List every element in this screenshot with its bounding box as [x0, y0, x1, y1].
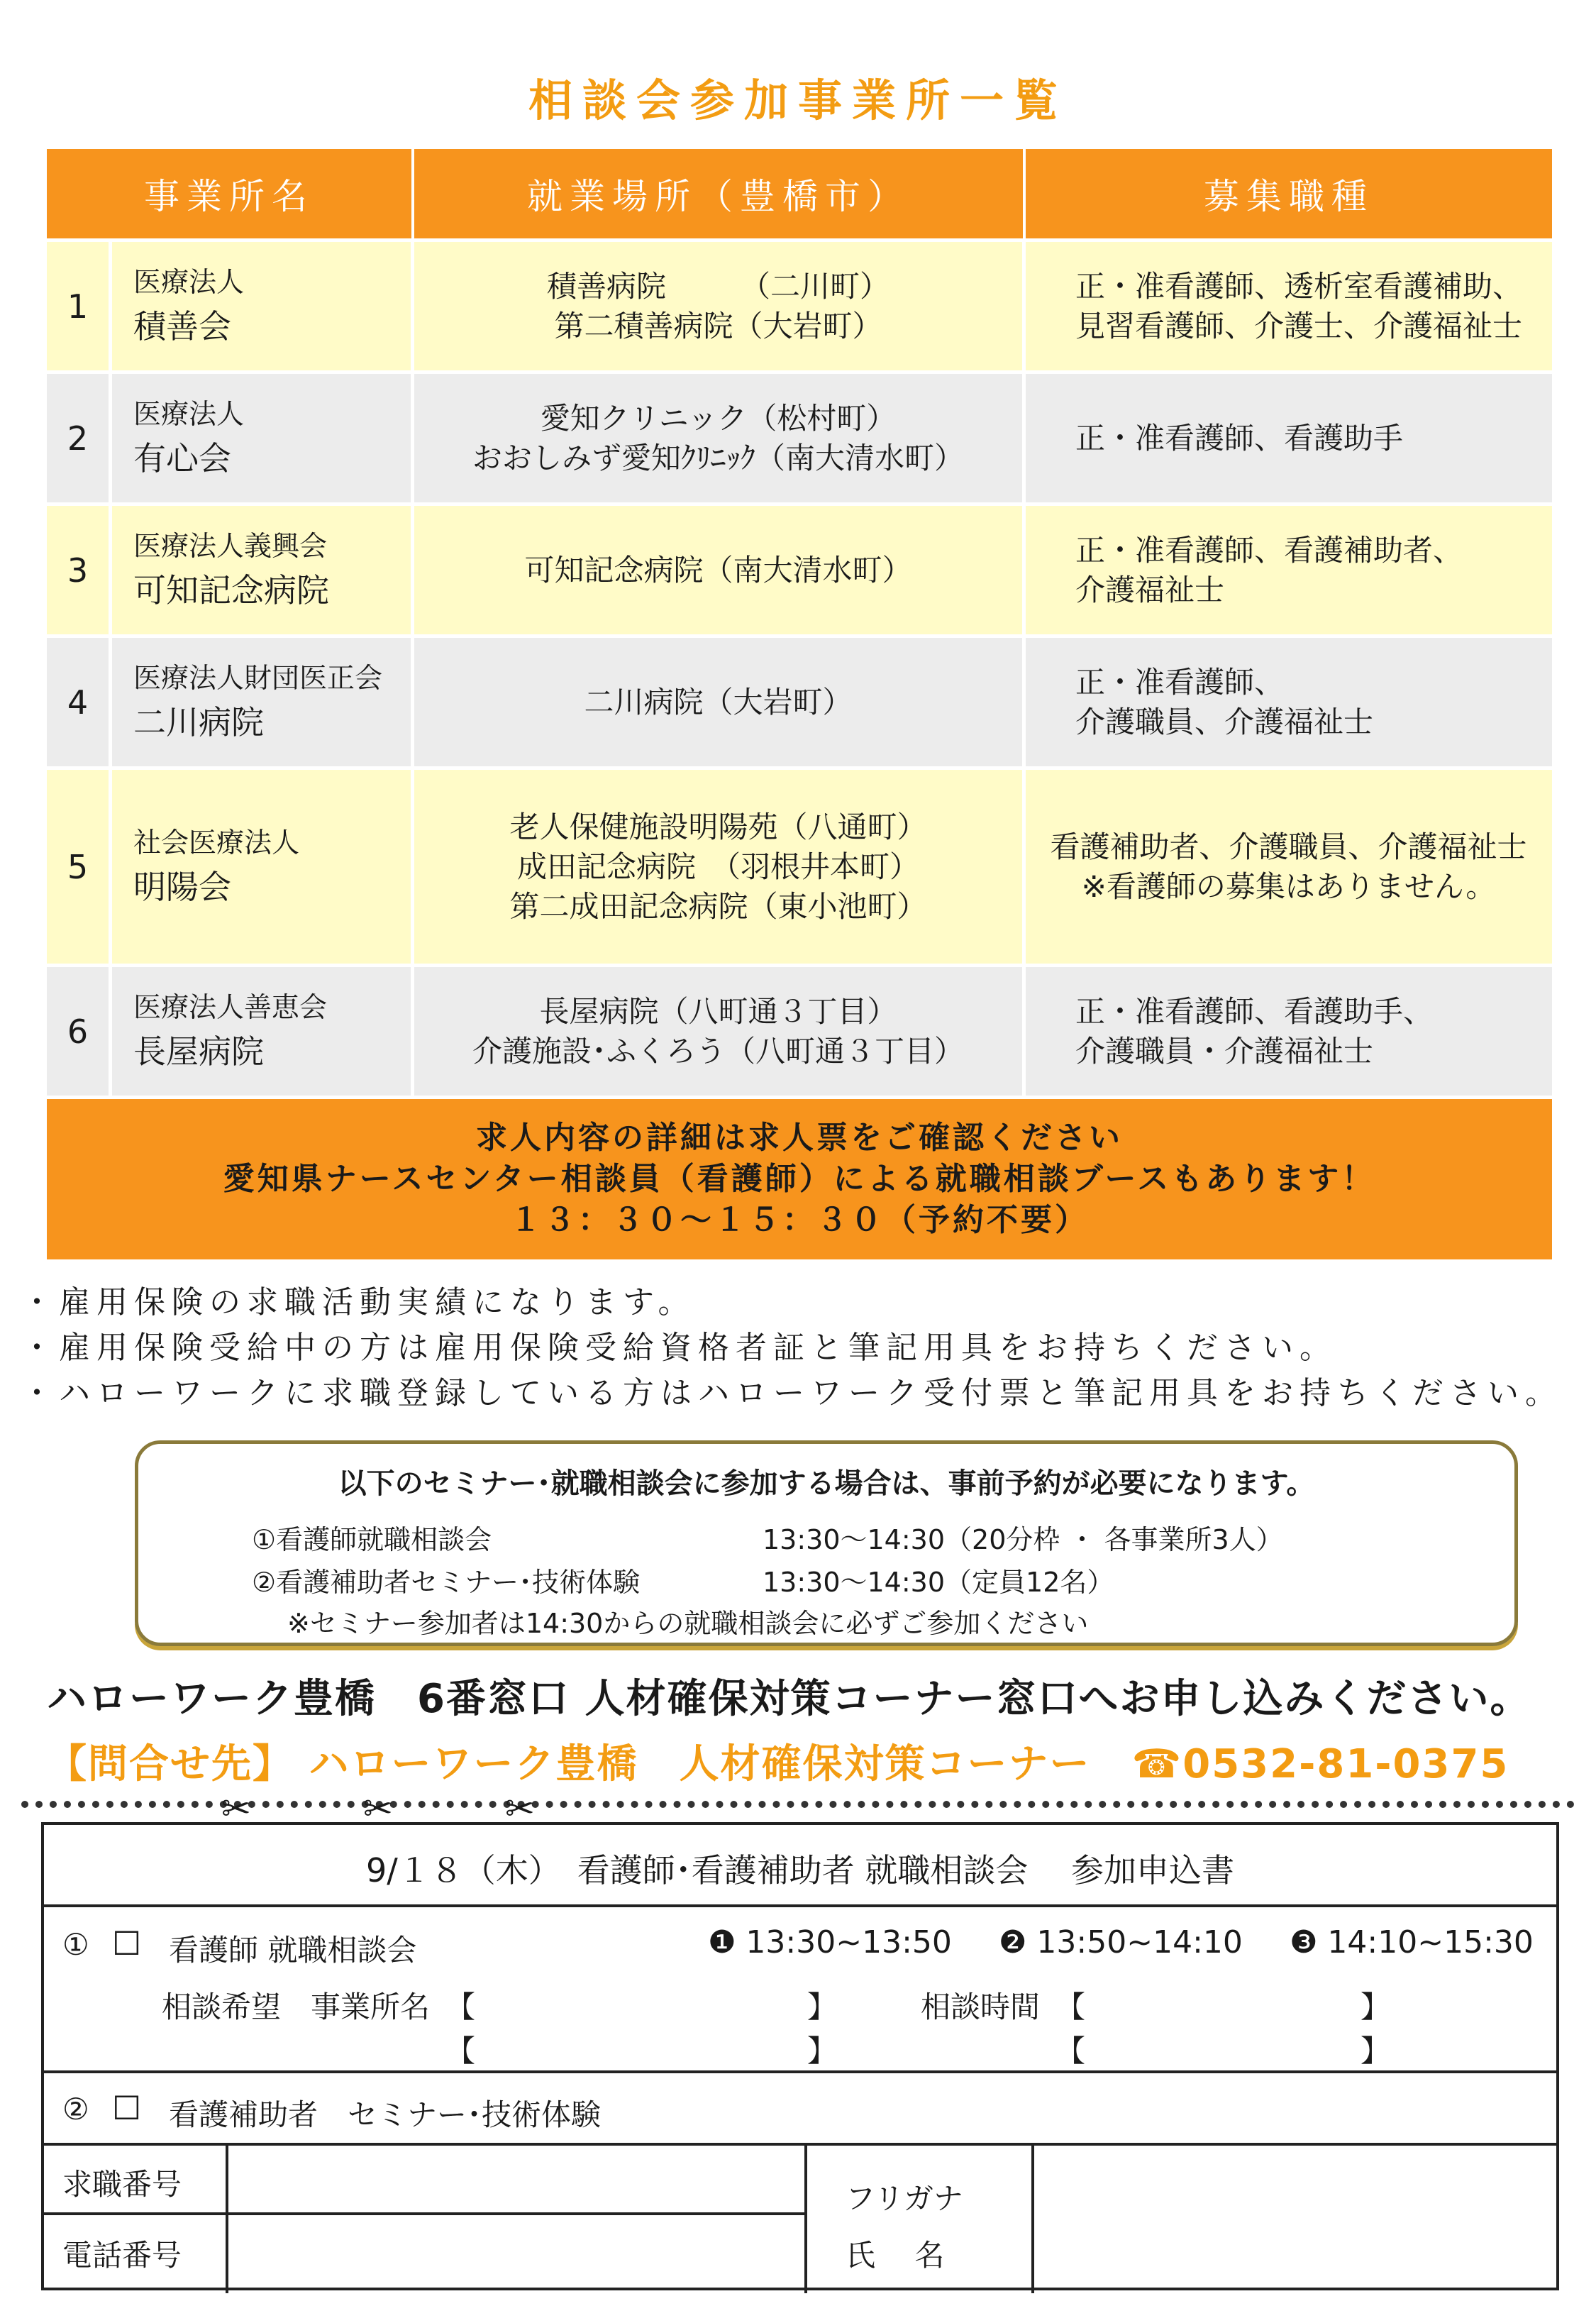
- location-line: 二川病院（大岩町）: [584, 684, 853, 719]
- bracket-open: 【: [1055, 1990, 1086, 2024]
- jobs-cell: [1026, 370, 1552, 502]
- job-line: 正・准看護師、: [1075, 664, 1285, 700]
- form-title: 9/１８（木） 看護師･看護補助者 就職相談会 参加申込書: [365, 1851, 1234, 1890]
- contact-info: 【問合せ先】 ハローワーク豊橋 人材確保対策コーナー ☎0532-81-0375: [47, 1741, 1509, 1787]
- employer-org: 医療法人善恵会: [133, 991, 328, 1024]
- job-line: 正・准看護師、看護助手、: [1075, 993, 1434, 1029]
- row-number: 3: [47, 502, 112, 634]
- table-row: [47, 766, 1552, 964]
- note-item: ・ハローワークに求職登録している方はハローワーク受付票と筆記用具をお持ちください。: [21, 1375, 1563, 1411]
- row-number: 4: [47, 634, 112, 766]
- scissors-icon: ✂: [505, 1788, 535, 1829]
- option1-checkbox[interactable]: ☐: [112, 1924, 142, 1963]
- jobs-cell: [1026, 964, 1552, 1096]
- employer-choice-1-field[interactable]: [484, 1980, 838, 2019]
- employer-org: 医療法人: [133, 398, 245, 431]
- furigana-label: フリガナ: [846, 2181, 963, 2216]
- location-line: おおしみず愛知ｸﾘﾆｯｸ（南大清水町）: [472, 440, 964, 475]
- scissors-icon: ✂: [221, 1788, 251, 1829]
- form-divider: [804, 2143, 807, 2293]
- header-jobs: 募集職種: [1026, 149, 1552, 238]
- reservation-note: ※セミナー参加者は14:30からの就職相談会に必ずご参加ください: [287, 1608, 1089, 1639]
- job-line: 介護福祉士: [1075, 572, 1225, 607]
- employer-cell: [112, 766, 414, 964]
- location-line: 成田記念病院 （羽根井本町）: [516, 849, 919, 884]
- employer-name: 二川病院: [133, 702, 264, 741]
- form-divider: [1031, 2143, 1034, 2293]
- note-item: ・雇用保険の求職活動実績になります。: [21, 1284, 696, 1320]
- note-item: ・雇用保険受給中の方は雇用保険受給資格者証と筆記用具をお持ちください。: [21, 1330, 1337, 1366]
- job-line: ※看護師の募集はありません。: [1081, 868, 1496, 904]
- job-line: 看護補助者、介護職員、介護福祉士: [1050, 829, 1527, 864]
- option1-number: ①: [62, 1927, 89, 1962]
- employer-cell: [112, 370, 414, 502]
- employer-org: 社会医療法人: [133, 827, 300, 859]
- form-divider: [226, 2143, 228, 2293]
- location-cell: [414, 766, 1026, 964]
- table-row: [47, 502, 1552, 634]
- employer-cell: [112, 634, 414, 766]
- option2-number: ②: [62, 2092, 89, 2126]
- table-row: [47, 238, 1552, 370]
- header-location: 就業場所（豊橋市）: [414, 149, 1026, 238]
- footer-line: 愛知県ナースセンター相談員（看護師）による就職相談ブースもあります！: [223, 1161, 1376, 1197]
- page-title: 相談会参加事業所一覧: [528, 75, 1068, 126]
- job-number-field[interactable]: [230, 2146, 803, 2211]
- reservation-item2-label: ②看護補助者セミナー･技術体験: [252, 1567, 641, 1598]
- reservation-item2-time: 13:30～14:30（定員12名）: [763, 1567, 1114, 1598]
- location-cell: [414, 238, 1026, 370]
- table-footer-row: [47, 1096, 1552, 1259]
- reservation-box: [135, 1440, 1518, 1646]
- table-footer: [47, 1096, 1552, 1259]
- jobs-cell: [1026, 766, 1552, 964]
- reservation-item1-label: ①看護師就職相談会: [252, 1524, 492, 1555]
- bracket-open: 【: [445, 2034, 476, 2068]
- footer-line: 求人内容の詳細は求人票をご確認ください: [476, 1120, 1123, 1156]
- job-line: 介護職員、介護福祉士: [1075, 704, 1374, 739]
- location-line: 積善病院 （二川町）: [546, 268, 890, 304]
- location-line: 介護施設･ふくろう（八町通３丁目）: [472, 1033, 964, 1069]
- consult-time-2-field[interactable]: [1094, 2024, 1378, 2063]
- job-line: 正・准看護師、看護補助者、: [1075, 532, 1463, 568]
- notes-list: [21, 1280, 1563, 1416]
- employer-cell: [112, 964, 414, 1096]
- job-line: 正・准看護師、看護助手: [1075, 420, 1404, 456]
- table-row: [47, 370, 1552, 502]
- name-field[interactable]: [1036, 2146, 1553, 2288]
- row-number: 5: [47, 766, 112, 964]
- jobs-cell: [1026, 634, 1552, 766]
- wish-employer-label: 相談希望 事業所名: [162, 1990, 431, 2024]
- time-slot-3[interactable]: ❸ 14:10~15:30: [1290, 1924, 1534, 1960]
- table-header-row: [47, 149, 1552, 238]
- row-number: 6: [47, 964, 112, 1096]
- employer-name: 可知記念病院: [133, 570, 329, 609]
- footer-line: １３：３０～１５：３０（予約不要）: [510, 1202, 1089, 1238]
- bracket-open: 【: [1055, 2034, 1086, 2068]
- jobs-cell: [1026, 238, 1552, 370]
- employer-org: 医療法人: [133, 266, 245, 299]
- employer-cell: [112, 238, 414, 370]
- table-row: [47, 634, 1552, 766]
- employer-name: 積善会: [133, 307, 231, 346]
- option1-label: 看護師 就職相談会: [169, 1933, 417, 1968]
- employer-name: 長屋病院: [133, 1032, 264, 1071]
- employer-choice-2-field[interactable]: [484, 2024, 838, 2063]
- time-slot-1[interactable]: ❶ 13:30~13:50: [708, 1924, 952, 1960]
- form-divider: [44, 1904, 1556, 1907]
- location-line: 愛知クリニック（松村町）: [540, 400, 897, 436]
- job-line: 見習看護師、介護士、介護福祉士: [1075, 308, 1523, 343]
- name-label: 氏 名: [846, 2238, 945, 2273]
- scissors-icon: ✂: [363, 1788, 393, 1829]
- jobs-cell: [1026, 502, 1552, 634]
- location-cell: [414, 502, 1026, 634]
- job-line: 介護職員・介護福祉士: [1075, 1033, 1374, 1069]
- row-number: 2: [47, 370, 112, 502]
- location-cell: [414, 634, 1026, 766]
- phone-number-field[interactable]: [230, 2215, 803, 2288]
- option2-label: 看護補助者 セミナー･技術体験: [169, 2097, 602, 2132]
- form-divider: [44, 2070, 1556, 2073]
- header-employer: 事業所名: [47, 149, 414, 238]
- employer-cell: [112, 502, 414, 634]
- employer-org: 医療法人財団医正会: [133, 662, 383, 695]
- location-line: 老人保健施設明陽苑（八通町）: [509, 809, 927, 844]
- location-line: 長屋病院（八町通３丁目）: [539, 993, 897, 1029]
- consult-time-1-field[interactable]: [1094, 1980, 1378, 2019]
- location-line: 第二積善病院（大岩町）: [554, 308, 882, 343]
- employer-table: [47, 149, 1552, 1259]
- location-line: 第二成田記念病院（東小池町）: [509, 888, 927, 924]
- bracket-close: 】: [1361, 2034, 1391, 2068]
- reservation-item1-time: 13:30～14:30（20分枠 ・ 各事業所3人）: [763, 1524, 1283, 1555]
- consult-time-label: 相談時間: [921, 1990, 1041, 2024]
- apply-instruction: ハローワーク豊橋 6番窓口 人材確保対策コーナー窓口へお申し込みください。: [47, 1676, 1531, 1722]
- bracket-close: 】: [807, 1990, 838, 2024]
- bracket-open: 【: [445, 1990, 476, 2024]
- row-number: 1: [47, 238, 112, 370]
- cut-line: [21, 1801, 1575, 1808]
- bracket-close: 】: [807, 2034, 838, 2068]
- time-slot-2[interactable]: ❷ 13:50~14:10: [999, 1924, 1243, 1960]
- reservation-heading: 以下のセミナー･就職相談会に参加する場合は、事前予約が必要になります。: [338, 1467, 1315, 1500]
- phone-number-label: 電話番号: [62, 2238, 182, 2273]
- table-row: [47, 964, 1552, 1096]
- application-form: [41, 1822, 1559, 2290]
- location-cell: [414, 964, 1026, 1096]
- bracket-close: 】: [1361, 1990, 1391, 2024]
- employer-org: 医療法人義興会: [133, 530, 328, 563]
- job-line: 正・准看護師、透析室看護補助、: [1075, 268, 1523, 304]
- employer-name: 明陽会: [133, 867, 231, 906]
- location-cell: [414, 370, 1026, 502]
- job-number-label: 求職番号: [62, 2167, 182, 2202]
- location-line: 可知記念病院（南大清水町）: [524, 552, 912, 587]
- option2-checkbox[interactable]: ☐: [112, 2089, 142, 2127]
- employer-name: 有心会: [133, 438, 231, 478]
